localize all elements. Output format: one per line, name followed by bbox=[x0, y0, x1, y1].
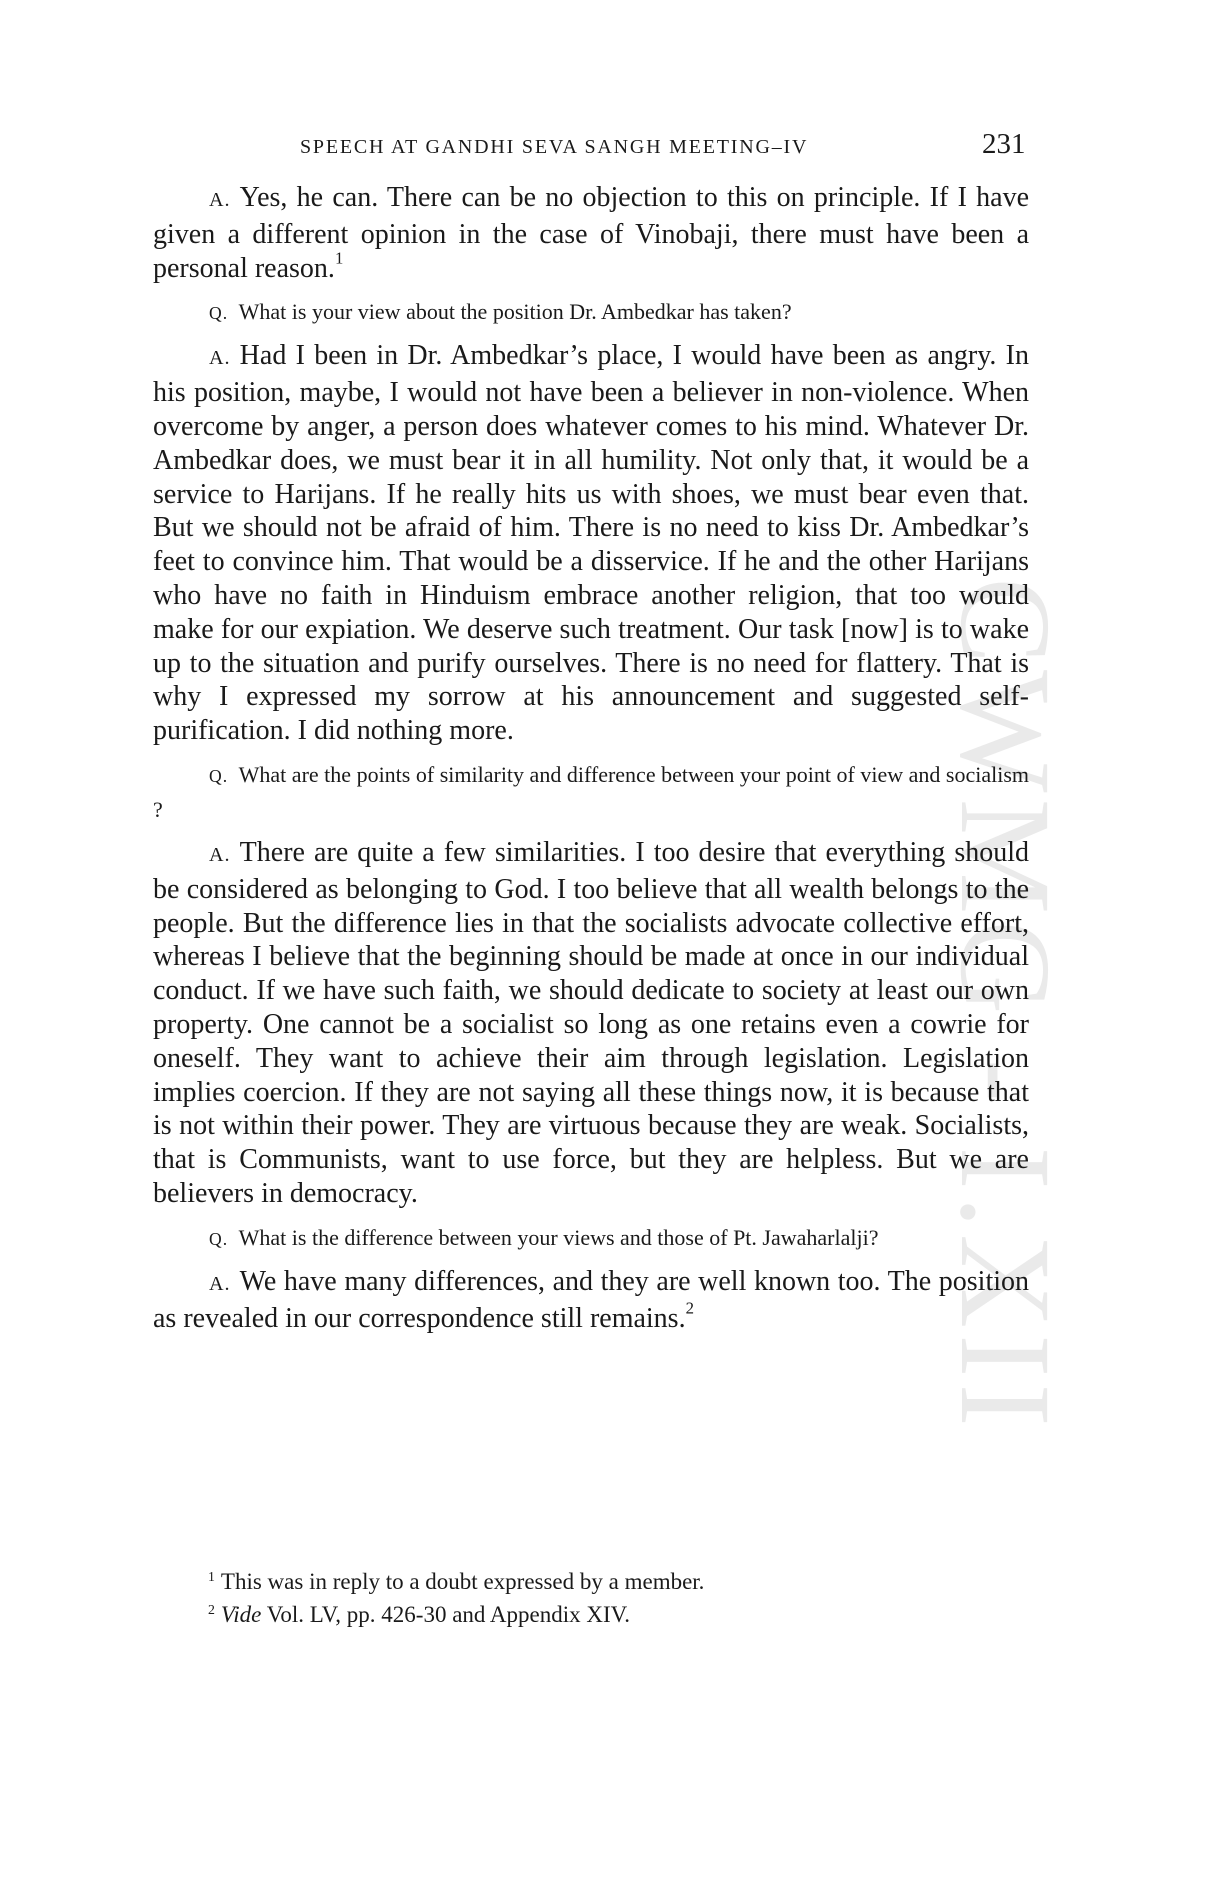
cwmg-watermark: CWMG - I.XII bbox=[933, 577, 1077, 1433]
question-text: What is the difference between your views and those of Pt. Jawaharlalji? bbox=[238, 1224, 879, 1250]
answer-paragraph bbox=[153, 339, 1029, 748]
footnotes bbox=[208, 1565, 704, 1631]
running-header: SPEECH AT GANDHI SEVA SANGH MEETING–IV bbox=[300, 136, 809, 158]
footnote-text: Vol. LV, pp. 426-30 and Appendix XIV. bbox=[261, 1602, 631, 1627]
question-paragraph bbox=[153, 758, 1029, 827]
answer-paragraph bbox=[153, 181, 1029, 285]
answer-text: Yes, he can. There can be no objection to this on principle. If I have given a different opinion in the case of Vinobaji, there must have been a personal reason. bbox=[153, 182, 1029, 284]
question-text: What is your view about the position Dr. Ambedkar has taken? bbox=[238, 299, 792, 325]
answer-paragraph bbox=[153, 836, 1029, 1211]
answer-text: Had I been in Dr. Ambedkar’s place, I would have been as angry. In his position, maybe, I would not have been a believer in non-violence. When overcome by anger, a person does whatever comes to his mind. Whatever Dr. Ambedkar does, we must bear it in all humility. Not only that, it would be a service to Harijans. If he really hits us with shoes, we must bear even that. But we should not be afraid of him. There is no need to kiss Dr. Ambedkar’s feet to convince him. That would be a disservice. If he and the other Harijans who have no faith in Hinduism embrace another religion, that too would make for our expiation. We deserve such treatment. Our task [now] is to wake up to the situation and purify ourselves. There is no need for flattery. That is why I expressed my sorrow at his announcement and suggested self-purification. I did nothing more. bbox=[153, 340, 1029, 747]
footnote-item bbox=[208, 1598, 704, 1631]
body-text bbox=[153, 181, 1029, 1335]
question-paragraph bbox=[153, 1221, 1029, 1256]
footnote-item bbox=[208, 1565, 704, 1598]
footnote-marker: 2 bbox=[208, 1601, 215, 1617]
answer-paragraph bbox=[153, 1265, 1029, 1336]
answer-text: We have many differences, and they are well known too. The position as revealed in our correspondence still remains. bbox=[153, 1265, 1029, 1334]
footnote-text: This was in reply to a doubt expressed by a member. bbox=[220, 1569, 705, 1594]
answer-label: A. bbox=[209, 189, 231, 211]
answer-text: There are quite a few similarities. I too desire that everything should be considered as belonging to God. I too believe that all wealth belongs to the people. But the difference lies in that the socialists advocate collective effort, whereas I believe that the beginning should be made at once in our individual conduct. If we have such faith, we should dedicate to society at least our own property. One cannot be a socialist so long as one retains even a cowrie for oneself. They want to achieve their aim through legislation. Legislation implies coercion. If they are not saying all these things now, it is because that is not within their power. They are virtuous because they are weak. Socialists, that is Communists, want to use force, but they are helpless. But we are believers in democracy. bbox=[153, 836, 1029, 1209]
answer-label: A. bbox=[209, 1272, 231, 1295]
footnote-marker: 1 bbox=[208, 1568, 215, 1584]
footnote-italic: Vide bbox=[220, 1602, 262, 1627]
footnote-ref: 2 bbox=[685, 1298, 694, 1318]
question-label: Q. bbox=[209, 765, 229, 786]
question-label: Q. bbox=[209, 303, 229, 324]
question-text: What are the points of similarity and difference between your point of view and socialism ? bbox=[153, 761, 1029, 822]
answer-label: A. bbox=[209, 843, 231, 866]
question-label: Q. bbox=[209, 1228, 229, 1249]
answer-label: A. bbox=[209, 347, 231, 370]
page-number: 231 bbox=[982, 128, 1026, 160]
question-paragraph bbox=[153, 295, 1029, 330]
footnote-ref: 1 bbox=[334, 248, 344, 268]
